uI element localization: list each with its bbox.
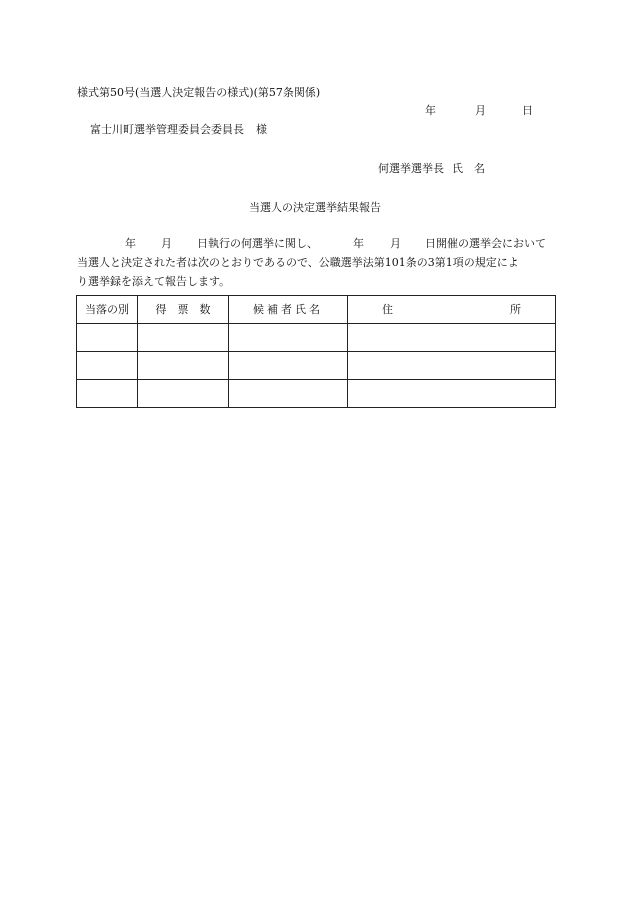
body-year-1: 年 [125, 237, 136, 250]
header-candidate: 候補者氏名 [229, 296, 348, 324]
body-month-2: 月 [390, 237, 401, 250]
addressee [90, 124, 267, 135]
sender-title: 何選挙選挙長 [378, 162, 444, 175]
body-line-1 [77, 238, 557, 250]
document-title: 当選人の決定選挙結果報告 [249, 201, 381, 214]
body-year-2: 年 [353, 237, 364, 250]
cell-votes[interactable] [138, 380, 229, 408]
header-address-1: 住 [382, 303, 393, 316]
cell-candidate[interactable] [229, 352, 348, 380]
header-address-2: 所 [510, 303, 521, 316]
sender [378, 163, 485, 174]
cell-candidate[interactable] [229, 380, 348, 408]
cell-address[interactable] [348, 352, 556, 380]
table-row [77, 380, 556, 408]
cell-candidate[interactable] [229, 324, 348, 352]
result-table [76, 295, 556, 408]
body-month-1: 月 [161, 237, 172, 250]
body-line-2: 当選人と決定された者は次のとおりであるので、公職選挙法第101条の3第1項の規定によ [77, 256, 519, 269]
header-votes: 得 票 数 [138, 296, 229, 324]
cell-address[interactable] [348, 324, 556, 352]
header-result: 当落の別 [77, 296, 138, 324]
body-line-3: り選挙録を添えて報告します。 [77, 275, 231, 288]
date-year-label: 年 [425, 104, 436, 117]
table-row [77, 324, 556, 352]
cell-result[interactable] [77, 324, 138, 352]
sender-name-label: 氏 名 [452, 162, 485, 175]
cell-votes[interactable] [138, 352, 229, 380]
table-header-row [77, 296, 556, 324]
cell-result[interactable] [77, 380, 138, 408]
body-text-1: 日執行の何選挙に関し、 [197, 237, 318, 250]
date-month-label: 月 [475, 104, 486, 117]
table-row [77, 352, 556, 380]
body-text-2: 日開催の選挙会において [425, 237, 546, 250]
addressee-name: 富士川町選挙管理委員会委員長 [90, 123, 244, 136]
date-day-label: 日 [522, 104, 533, 117]
addressee-honorific: 様 [256, 123, 267, 136]
cell-votes[interactable] [138, 324, 229, 352]
header-address [348, 296, 556, 324]
form-number: 様式第50号(当選人決定報告の様式)(第57条関係) [77, 86, 321, 99]
cell-address[interactable] [348, 380, 556, 408]
cell-result[interactable] [77, 352, 138, 380]
